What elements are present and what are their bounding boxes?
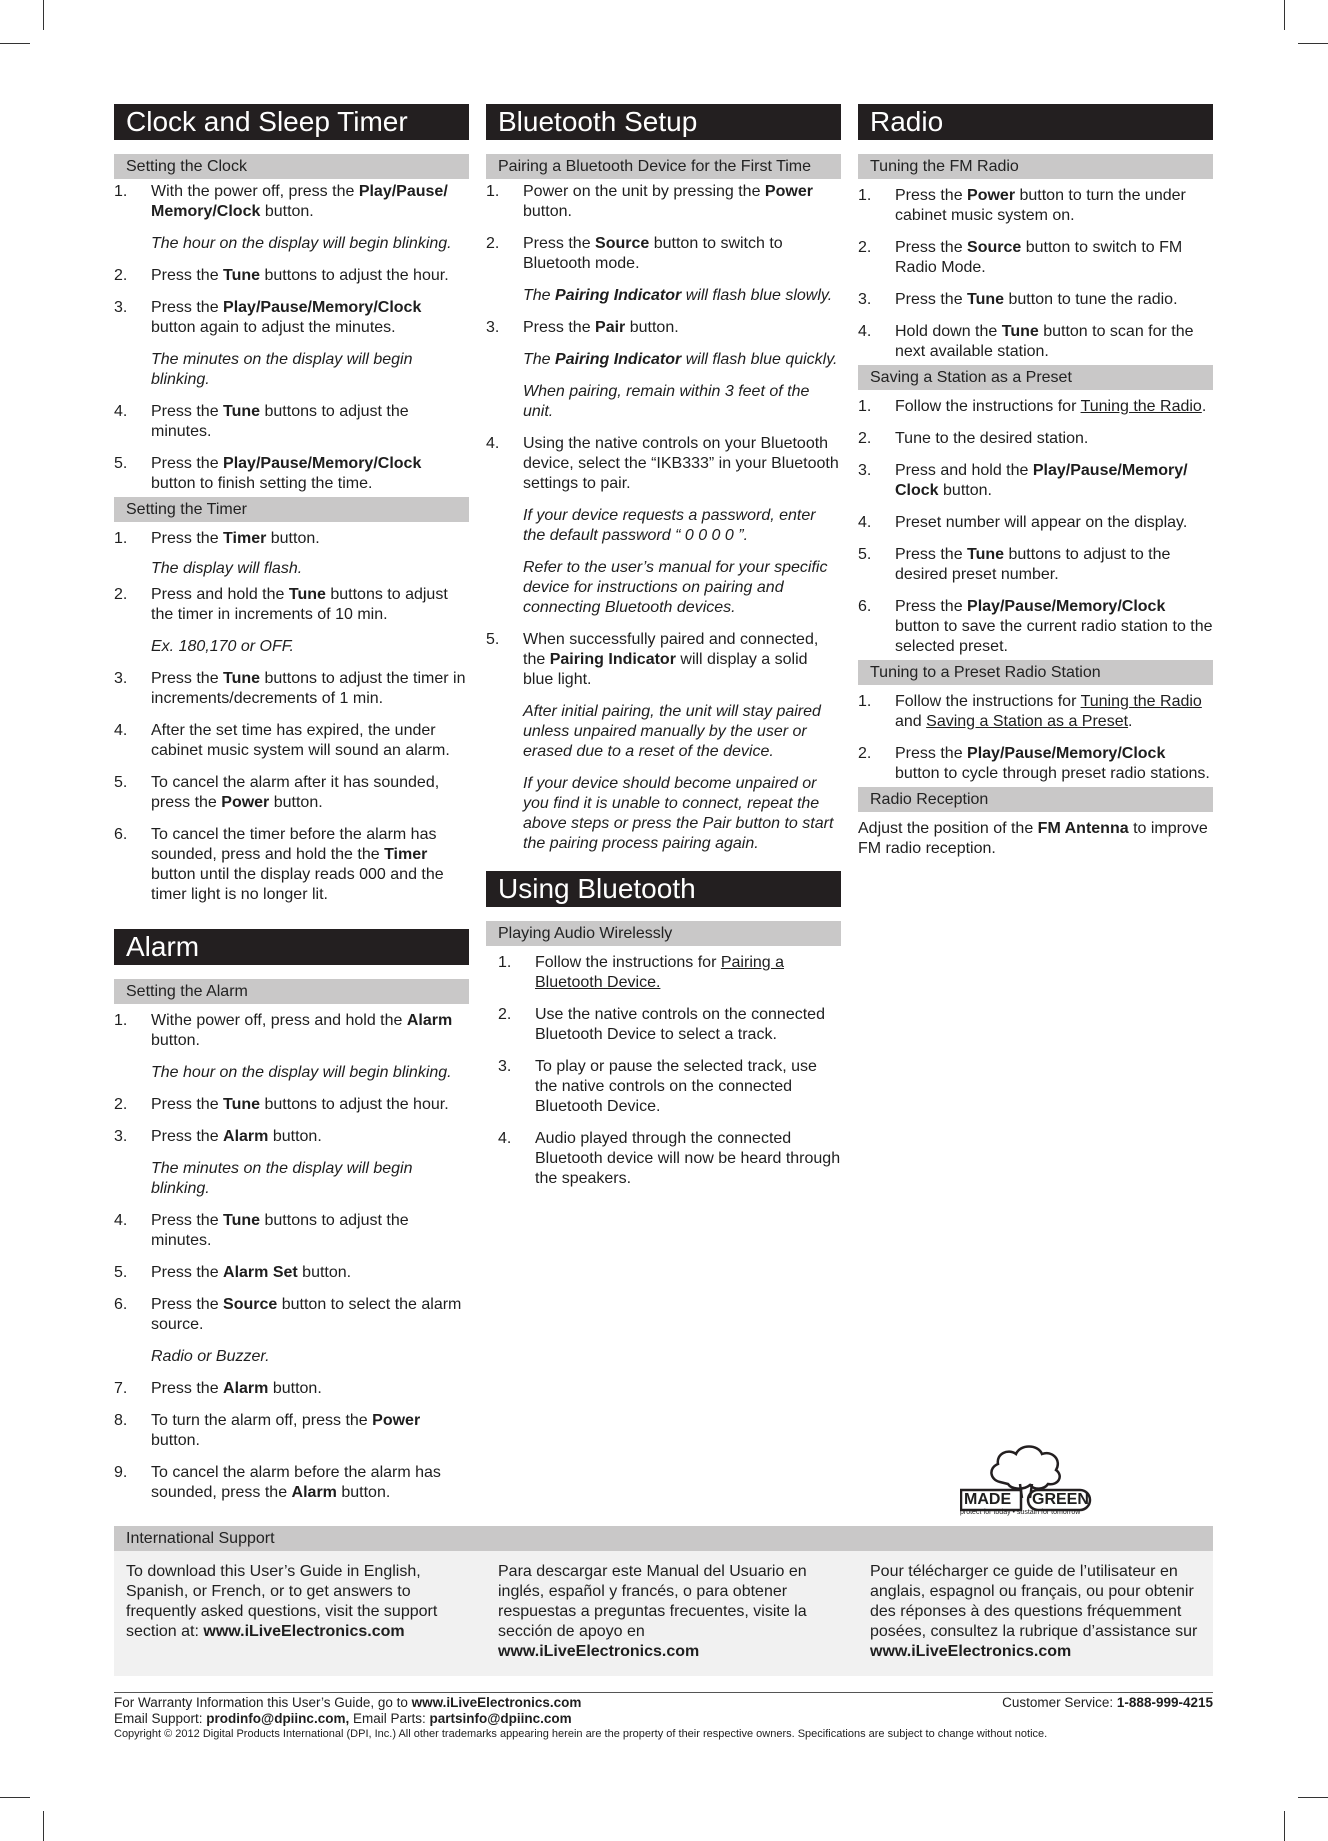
list-item: 2. Use the native controls on the connected Bluetooth Device to select a track. [498, 1006, 825, 1043]
list-item: 4. Audio played through the connected Bluetooth device will now be heard through the speakers. [498, 1130, 841, 1187]
crop-mark [0, 1797, 30, 1798]
warranty-text: For Warranty Information this User’s Guide, go to [114, 1695, 412, 1710]
logo-green-text: GREEN [1032, 1491, 1089, 1508]
list-item: 1. Follow the instructions for Tuning the Radio. [858, 398, 1207, 415]
list-item: 2. Press the Tune buttons to adjust the hour. [114, 1096, 449, 1113]
steps-setting-alarm [114, 1011, 469, 1503]
support-english-text: To download this User’s Guide in English, Spanish, or French, or to get answers to frequently asked questions, visit the support section at: [126, 1563, 438, 1640]
radio-reception-text: Adjust the position of the FM Antenna to improve FM radio reception. [858, 820, 1208, 857]
subheading-international: International Support [114, 1526, 1213, 1551]
section-title-using-bluetooth: Using Bluetooth [486, 871, 841, 907]
crop-mark [1298, 1797, 1328, 1798]
list-item: 6. Press the Source button to select the alarm source. Radio or Buzzer. [114, 1296, 462, 1365]
subheading-preset-station: Tuning to a Preset Radio Station [858, 660, 1213, 685]
list-item: 9. To cancel the alarm before the alarm has sounded, press the Alarm button. [114, 1464, 441, 1501]
section-title-radio: Radio [858, 104, 1213, 140]
list-item: 4. Using the native controls on your Bluetooth device, select the “IKB333” in your Bluetooth settings to pair. If your device requests a password, enter the default password “ 0 0 0 0 ”. Refer to the user’s manual for your specific device for instructions on pairing and connecting Bluetooth devices. [486, 435, 839, 616]
list-item: 1. Follow the instructions for Tuning the Radio and Saving a Station as a Preset. [858, 693, 1202, 730]
email-support-label: Email Support: [114, 1711, 207, 1726]
list-item: 3. Press the Tune button to tune the radio. [858, 291, 1178, 308]
logo-made-text: MADE [964, 1491, 1012, 1508]
list-item: 3. Press the Pair button. The Pairing Indicator will flash blue quickly. When pairing, remain within 3 feet of the unit. [486, 319, 838, 420]
subheading-pairing: Pairing a Bluetooth Device for the First Time [486, 154, 841, 179]
column-bluetooth [486, 104, 841, 1201]
customer-service-phone: 1-888-999-4215 [1116, 1695, 1213, 1710]
list-item: 4. Hold down the Tune button to scan for the next available station. [858, 323, 1194, 360]
steps-playing-audio [486, 953, 841, 1189]
list-item: 5. When successfully paired and connected, the Pairing Indicator will display a solid blue light. After initial pairing, the unit will stay paired unless unpaired manually by the user or erased due to a reset of the device. If your device should become unpaired or you find it is unable to connect, repeat the above steps or press the Pair button to start the pairing process pairing again. [486, 631, 834, 852]
steps-tuning-fm [858, 186, 1213, 362]
list-item: 1. Follow the instructions for Pairing a Bluetooth Device. [498, 954, 785, 991]
support-french [870, 1562, 1215, 1662]
steps-setting-clock [114, 182, 469, 494]
support-english [126, 1562, 461, 1642]
list-item: 5. Press the Play/Pause/Memory/Clock button to finish setting the time. [114, 455, 422, 492]
list-item: 5. Press the Alarm Set button. [114, 1264, 352, 1281]
subheading-tuning-fm: Tuning the FM Radio [858, 154, 1213, 179]
list-item: 4. After the set time has expired, the under cabinet music system will sound an alarm. [114, 722, 450, 759]
subheading-setting-timer: Setting the Timer [114, 497, 469, 522]
support-spanish-link[interactable]: www.iLiveElectronics.com [498, 1643, 700, 1660]
customer-service-label: Customer Service: [1002, 1695, 1117, 1710]
list-item: 1. Power on the unit by pressing the Power button. [486, 183, 813, 220]
list-item: 7. Press the Alarm button. [114, 1380, 322, 1397]
email-support-link[interactable]: prodinfo@dpiinc.com, [206, 1711, 350, 1726]
column-radio [858, 104, 1213, 859]
list-item: 4. Preset number will appear on the display. [858, 514, 1188, 531]
subheading-radio-reception: Radio Reception [858, 787, 1213, 812]
list-item: 4. Press the Tune buttons to adjust the minutes. [114, 1212, 409, 1249]
support-spanish [498, 1562, 833, 1662]
section-title-bluetooth-setup: Bluetooth Setup [486, 104, 841, 140]
crop-mark [43, 0, 44, 30]
support-french-link[interactable]: www.iLiveElectronics.com [870, 1643, 1072, 1660]
list-item: 1. Press the Power button to turn the under cabinet music system on. [858, 187, 1186, 224]
list-item: 2. Tune to the desired station. [858, 430, 1089, 447]
list-item: 2. Press the Play/Pause/Memory/Clock button to cycle through preset radio stations. [858, 745, 1210, 782]
steps-pairing [486, 182, 841, 854]
list-item: 6. To cancel the timer before the alarm has sounded, press and hold the the Timer button until the display reads 000 and the timer light is no longer lit. [114, 826, 444, 903]
support-english-link[interactable]: www.iLiveElectronics.com [203, 1623, 405, 1640]
crop-mark [43, 1811, 44, 1841]
list-item: 3. Press and hold the Play/Pause/Memory/ Clock button. [858, 462, 1188, 499]
list-item: 2. Press the Source button to switch to Bluetooth mode. The Pairing Indicator will flash blue slowly. [486, 235, 833, 304]
list-item: 3. Press the Tune buttons to adjust the timer in increments/decrements of 1 min. [114, 670, 466, 707]
footer [114, 1692, 1213, 1742]
list-item: 5. To cancel the alarm after it has sounded, press the Power button. [114, 774, 440, 811]
list-item: 2. Press the Source button to switch to FM Radio Mode. [858, 239, 1183, 276]
steps-setting-timer [114, 529, 469, 905]
list-item: 3. To play or pause the selected track, use the native controls on the connected Bluetooth Device. [498, 1058, 817, 1115]
subheading-saving-preset: Saving a Station as a Preset [858, 365, 1213, 390]
crop-mark [0, 43, 30, 44]
list-item: 5. Press the Tune buttons to adjust to the desired preset number. [858, 546, 1171, 583]
copyright: Copyright © 2012 Digital Products International (DPI, Inc.) All other trademarks appearing herein are the property of their respective owners. Specifications are subject to change without notice. [114, 1728, 1048, 1740]
steps-preset-station [858, 692, 1213, 784]
section-title-alarm: Alarm [114, 929, 469, 965]
list-item: 8. To turn the alarm off, press the Power button. [114, 1412, 421, 1449]
logo-tagline: protect for today • sustain for tomorrow [960, 1509, 1081, 1516]
list-item: 2. Press and hold the Tune buttons to adjust the timer in increments of 10 min. Ex. 180,170 or OFF. [114, 586, 448, 655]
crop-mark [1284, 1811, 1285, 1841]
section-title-clock: Clock and Sleep Timer [114, 104, 469, 140]
crop-mark [1298, 43, 1328, 44]
subheading-setting-clock: Setting the Clock [114, 154, 469, 179]
list-item: 1. With the power off, press the Play/Pause/ Memory/Clock button. The hour on the display will begin blinking. [114, 183, 452, 252]
list-item: 1. Withe power off, press and hold the Alarm button. The hour on the display will begin blinking. [114, 1012, 453, 1081]
customer-service [1002, 1695, 1213, 1711]
subheading-playing-audio: Playing Audio Wirelessly [486, 921, 841, 946]
support-french-text: Pour télécharger ce guide de l’utilisateur en anglais, espagnol ou français, ou pour obtenir des réponses à des questions fréquemment posées, consultez la rubrique d’assistance sur [870, 1563, 1198, 1640]
international-support [114, 1526, 1213, 1676]
list-item: 1. Press the Timer button. The display will flash. [114, 530, 320, 577]
list-item: 4. Press the Tune buttons to adjust the minutes. [114, 403, 409, 440]
subheading-setting-alarm: Setting the Alarm [114, 979, 469, 1004]
email-parts-link[interactable]: partsinfo@dpiinc.com [429, 1711, 572, 1726]
list-item: 3. Press the Play/Pause/Memory/Clock button again to adjust the minutes. The minutes on the display will begin blinking. [114, 299, 422, 388]
email-line [114, 1711, 1213, 1727]
warranty-link[interactable]: www.iLiveElectronics.com [411, 1695, 582, 1710]
list-item: 3. Press the Alarm button. The minutes on the display will begin blinking. [114, 1128, 413, 1197]
list-item: 6. Press the Play/Pause/Memory/Clock button to save the current radio station to the selected preset. [858, 598, 1213, 655]
list-item: 2. Press the Tune buttons to adjust the hour. [114, 267, 449, 284]
support-spanish-text: Para descargar este Manual del Usuario en inglés, español y francés, o para obtener respuestas a preguntas frecuentes, visite la sección de apoyo en [498, 1563, 807, 1640]
crop-mark [1284, 0, 1285, 30]
steps-saving-preset [858, 397, 1213, 657]
column-clock-alarm [114, 104, 469, 1515]
email-parts-label: Email Parts: [349, 1711, 430, 1726]
made-green-logo [960, 1440, 1110, 1518]
